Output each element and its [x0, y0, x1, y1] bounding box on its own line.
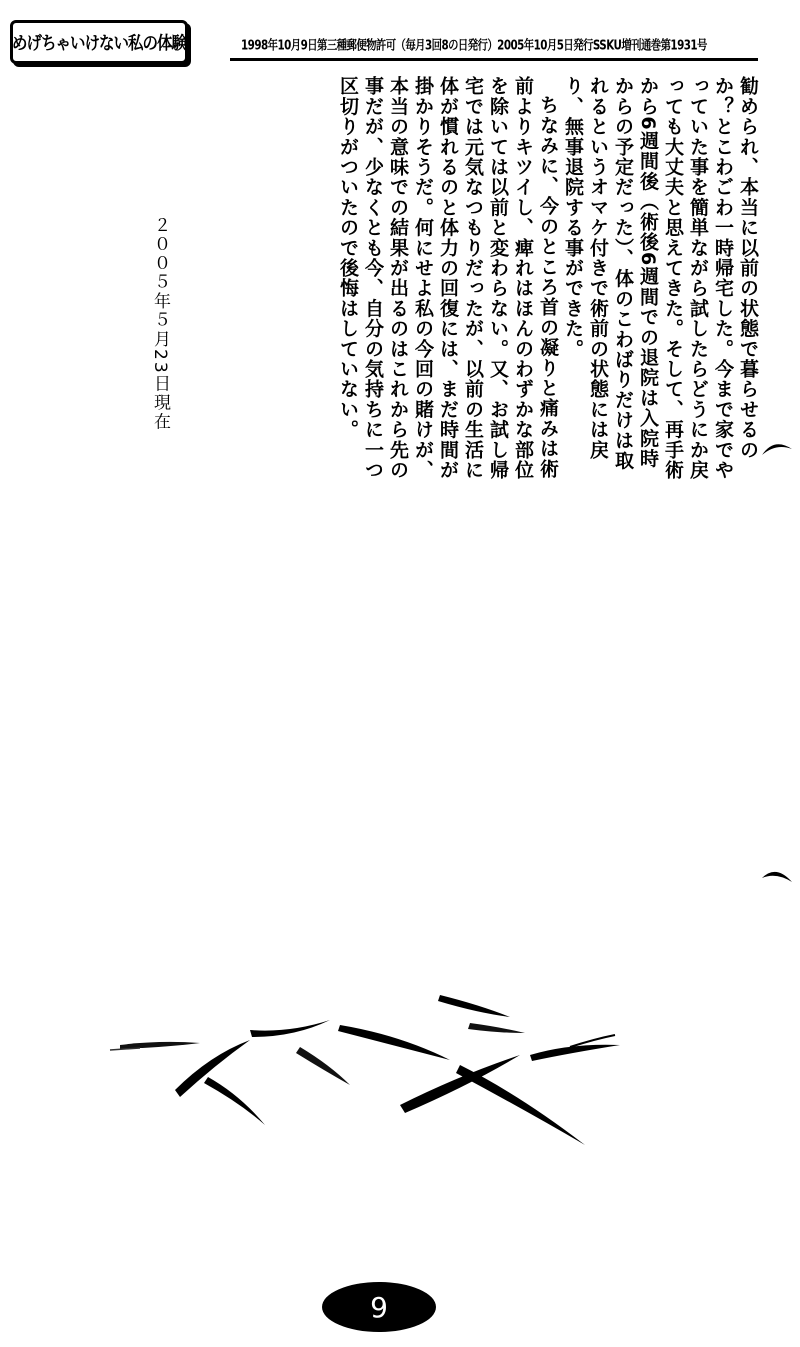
page-number: 9: [322, 1282, 436, 1332]
header-rule: [230, 58, 758, 61]
publication-info: 1998年10月9日第三種郵便物許可（毎月3回8の日発行）2005年10月5日発行SSKU増刊通巻第1931号: [241, 36, 707, 54]
paragraph-2: ちなみに、今のところ首の凝りと痛みは術前よりキツイし、痺れはほんのわずかな部位を除いては以前と変わらない。又、お試し帰宅では元気なつもりだったが、以前の生活に体が慣れるのと体力の回復には、まだ時間が掛かりそうだ。何にせよ私の今回の賭けが、本当の意味での結果が出るのはこれから先の事だが、少なくとも今、自分の気持ちに一つ区切りがついたので後悔はしていない。: [337, 76, 559, 480]
margin-crescent-mark: [760, 862, 794, 886]
series-title-box: [10, 20, 188, 64]
series-title: めげちゃいけない私の体験: [12, 32, 187, 54]
article-body: [206, 76, 760, 488]
brush-calligraphy: [100, 985, 630, 1155]
paragraph-1: 勧められ、本当に以前の状態で暮らせるのか？とこわごわ一時帰宅した。今まで家でやっていた事を簡単ながら試したらどうにか戻っても大丈夫と思えてきた。そして、再手術から6週間後（術後6週間での退院は入院時からの予定だった）、体のこわばりだけは取れるというオマケ付きで術前の状態には戻り、無事退院する事ができた。: [562, 76, 759, 480]
margin-crescent-mark: [760, 435, 794, 459]
dateline: ２００５年５月23日現在: [150, 216, 170, 432]
